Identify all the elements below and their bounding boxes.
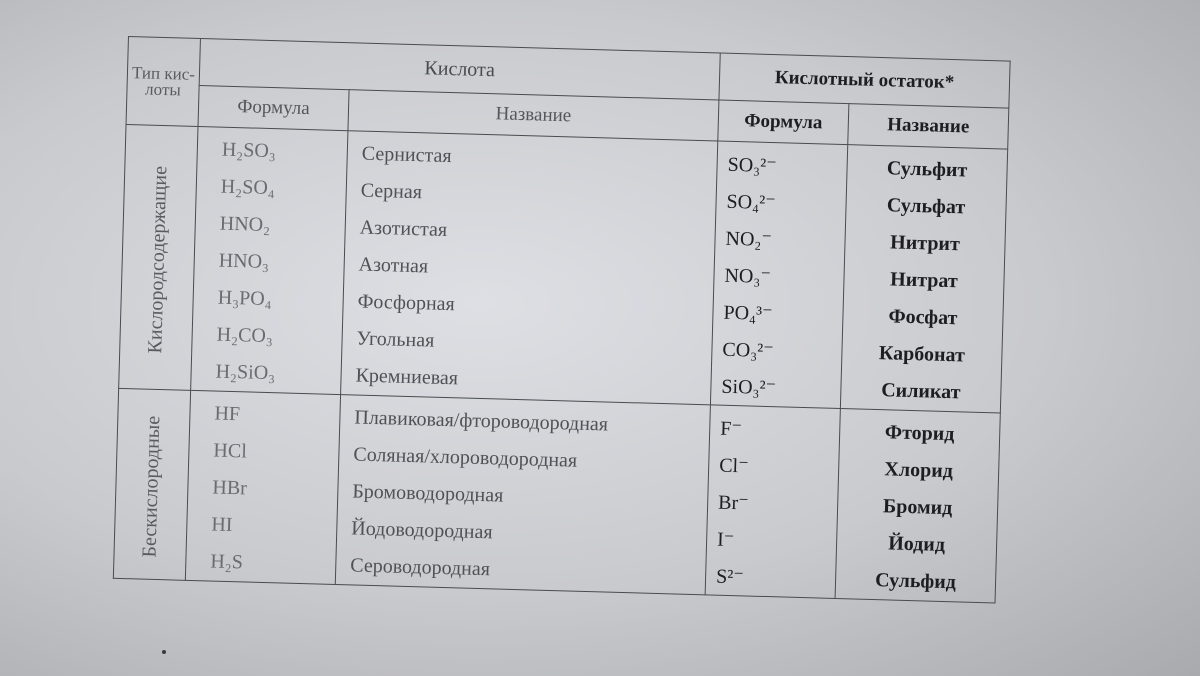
residue-formula: CO₃²⁻ bbox=[711, 330, 842, 371]
acid-name: Фосфорная bbox=[343, 283, 714, 330]
acid-formula: HNO₃ bbox=[194, 242, 345, 283]
residue-name: Сульфид bbox=[835, 561, 996, 603]
residue-formula: F⁻ bbox=[709, 405, 840, 450]
header-acid-formula: Формула bbox=[198, 86, 349, 131]
residue-name: Бромид bbox=[837, 487, 998, 528]
header-residue-formula: Формула bbox=[718, 100, 849, 145]
header-acid: Кислота bbox=[199, 39, 720, 101]
header-residue-name: Название bbox=[848, 104, 1009, 149]
residue-formula: NO₂⁻ bbox=[715, 219, 846, 260]
residue-formula: SO₄²⁻ bbox=[716, 182, 847, 223]
acid-formula: H₂S bbox=[185, 543, 336, 585]
acid-formula: H₃PO₄ bbox=[193, 279, 344, 320]
residue-name: Хлорид bbox=[838, 450, 999, 491]
acid-formula: H₂SiO₃ bbox=[191, 353, 342, 395]
acids-table-wrapper bbox=[113, 36, 1011, 603]
header-acid-name: Название bbox=[348, 90, 719, 141]
residue-name: Нитрат bbox=[843, 260, 1004, 301]
speck-mark bbox=[162, 650, 166, 654]
group-label-cell bbox=[113, 388, 190, 580]
residue-formula: S²⁻ bbox=[705, 557, 836, 598]
group-label: Кислородсодержащие bbox=[144, 165, 172, 354]
acid-formula: H₂SO₄ bbox=[196, 168, 347, 209]
acid-name: Серная bbox=[346, 172, 717, 219]
acid-formula: HBr bbox=[187, 469, 338, 510]
residue-name: Фторид bbox=[839, 409, 1000, 455]
acid-name: Азотистая bbox=[345, 209, 716, 256]
acid-name: Угольная bbox=[342, 320, 713, 367]
acids-table bbox=[113, 36, 1011, 603]
residue-name: Силикат bbox=[840, 371, 1001, 413]
group-label-cell bbox=[119, 124, 198, 390]
acid-name: Сернистая bbox=[347, 131, 718, 183]
residue-formula: Br⁻ bbox=[707, 483, 838, 524]
residue-formula: SO₃²⁻ bbox=[717, 141, 848, 186]
acid-name: Соляная/хлороводородная bbox=[338, 436, 709, 483]
acid-formula: HF bbox=[189, 390, 340, 436]
residue-formula: Cl⁻ bbox=[708, 446, 839, 487]
acid-name: Сероводородная bbox=[335, 547, 706, 595]
header-residue: Кислотный остаток* bbox=[719, 53, 1010, 108]
acid-name: Плавиковая/фтороводородная bbox=[339, 395, 710, 447]
acid-formula: H₂CO₃ bbox=[192, 316, 343, 357]
acid-name: Кремниевая bbox=[341, 357, 712, 405]
header-acid-type: Тип кис- лоты bbox=[126, 37, 200, 127]
residue-formula: PO₄³⁻ bbox=[713, 293, 844, 334]
acid-formula: H₂SO₃ bbox=[197, 126, 348, 172]
residue-name: Нитрит bbox=[845, 223, 1006, 264]
acid-name: Йодоводородная bbox=[336, 510, 707, 557]
residue-formula: I⁻ bbox=[706, 520, 837, 561]
acids-table-body bbox=[113, 124, 1007, 602]
acid-formula: HNO₂ bbox=[195, 205, 346, 246]
acid-formula: HCl bbox=[188, 432, 339, 473]
residue-name: Йодид bbox=[836, 524, 997, 565]
residue-name: Фосфат bbox=[842, 297, 1003, 338]
residue-name: Сульфат bbox=[846, 186, 1007, 227]
residue-formula: NO₃⁻ bbox=[714, 256, 845, 297]
acid-formula: HI bbox=[186, 506, 337, 547]
group-label: Бескислородные bbox=[138, 415, 165, 558]
residue-name: Сульфит bbox=[847, 145, 1008, 191]
residue-formula: SiO₃²⁻ bbox=[710, 367, 841, 408]
acid-name: Азотная bbox=[344, 246, 715, 293]
acid-name: Бромоводородная bbox=[337, 473, 708, 520]
residue-name: Карбонат bbox=[841, 334, 1002, 375]
